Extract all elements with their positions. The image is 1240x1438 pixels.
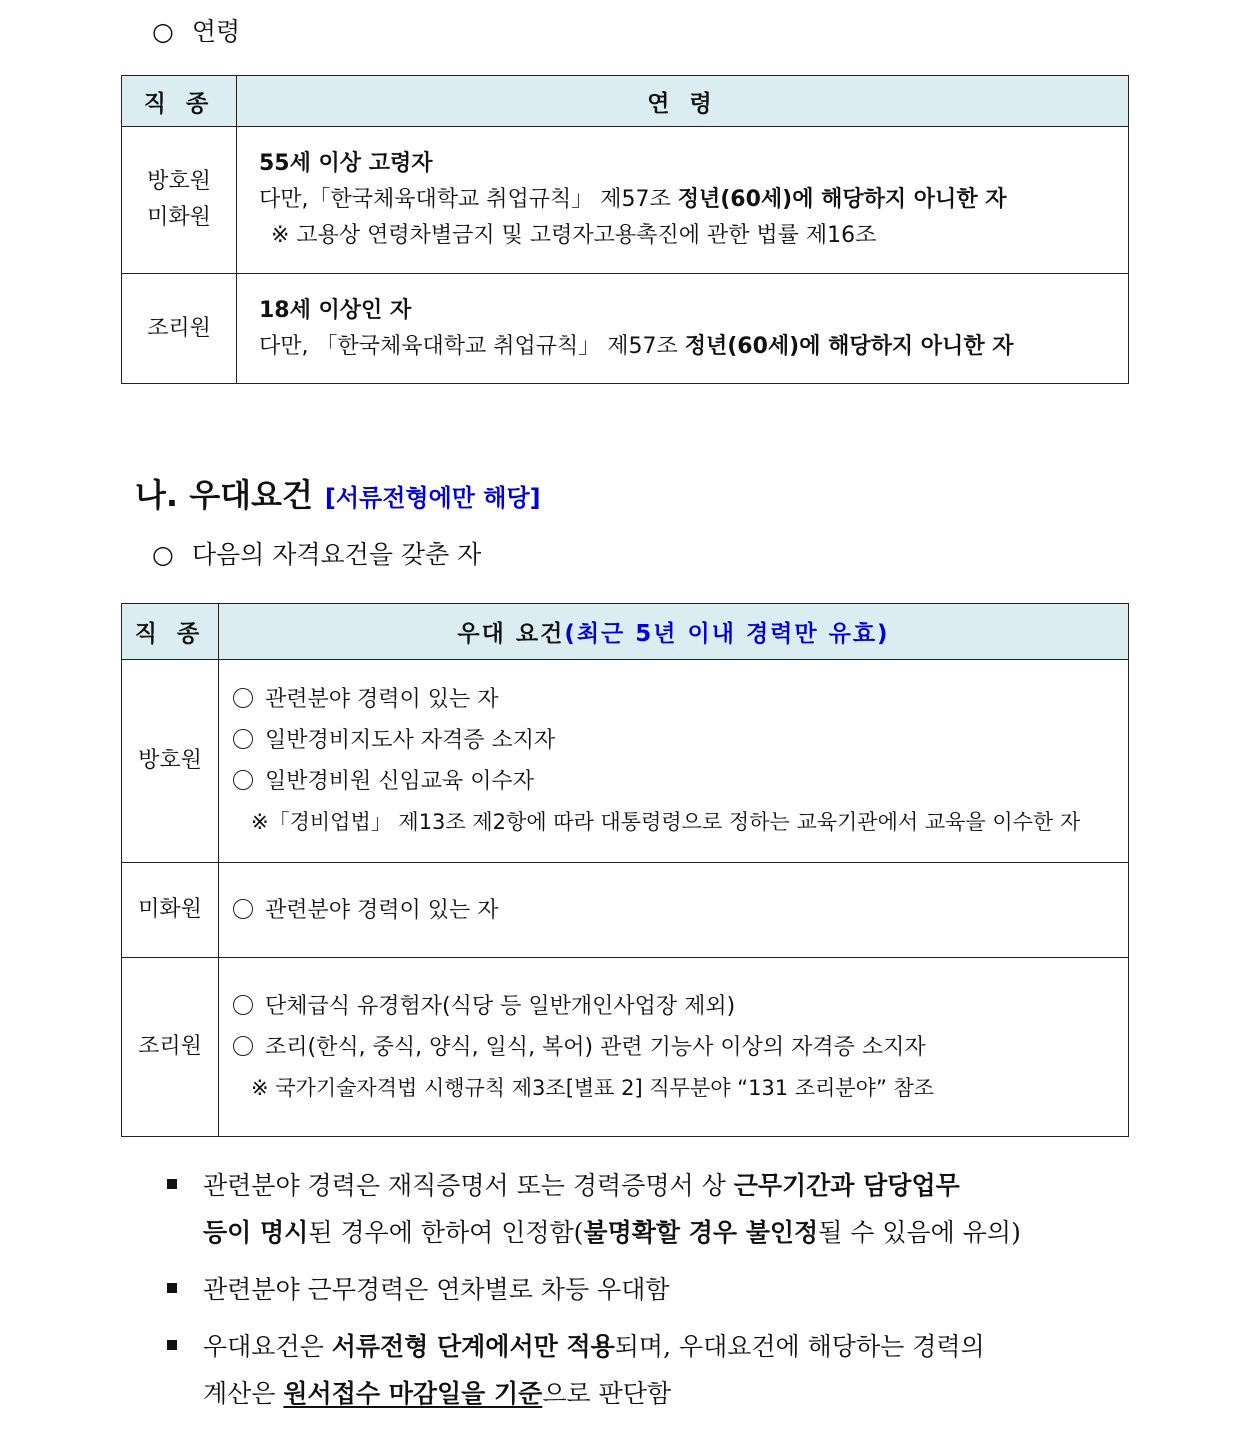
age-requirement: 55세 이상 고령자 [259, 151, 433, 176]
circle-bullet-icon [233, 995, 253, 1015]
item-text: 관련분야 경력이 있는 자 [265, 897, 499, 923]
age-limit-text: 다만,「한국체육대학교 취업규칙」 제57조 [259, 187, 678, 212]
note-bold: 서류전형 단계에서만 적용 [331, 1332, 615, 1361]
age-limit [259, 329, 1128, 365]
job-cell: 조리원 [122, 958, 219, 1137]
note-text: 된 경우에 한하여 인정함( [308, 1218, 584, 1247]
list-item [165, 1323, 1125, 1417]
age-limit-bold: 정년(60세)에 해당하지 아니한 자 [677, 187, 1007, 212]
table-row [122, 660, 1129, 863]
item-text: 조리(한식, 중식, 양식, 일식, 복어) 관련 기능사 이상의 자격증 소지자 [265, 1034, 926, 1060]
col-job: 직 종 [122, 604, 219, 660]
age-cell [237, 274, 1129, 384]
preferential-table-header [122, 604, 1129, 660]
note-text: 될 수 있음에 유의) [818, 1218, 1021, 1247]
col-requirement [219, 604, 1129, 660]
job-cell [122, 274, 237, 384]
age-table-header [122, 76, 1129, 127]
table-row [122, 274, 1129, 384]
note-text: 관련분야 경력은 재직증명서 또는 경력증명서 상 [203, 1171, 734, 1200]
square-bullet-icon [167, 1340, 177, 1350]
job-cell: 미화원 [122, 863, 219, 958]
note-text: 관련분야 근무경력은 연차별로 차등 우대함 [203, 1275, 670, 1304]
circle-bullet-icon [233, 1036, 253, 1056]
col-age: 연 령 [237, 76, 1129, 127]
note-text: 으로 판단함 [542, 1379, 672, 1408]
sub-bullet: ○ [152, 540, 174, 569]
list-item [165, 1162, 1125, 1256]
section-title-tag: [서류전형에만 해당] [324, 484, 541, 512]
list-item [233, 720, 1128, 761]
job-cell [122, 127, 237, 274]
circle-bullet-icon [233, 729, 253, 749]
age-table [121, 75, 1129, 384]
age-heading [152, 12, 240, 48]
circle-bullet-icon [233, 688, 253, 708]
job-label: 조리원 [147, 315, 211, 341]
preferential-table [121, 603, 1129, 1137]
item-text: 단체급식 유경험자(식당 등 일반개인사업장 제외) [265, 993, 736, 1019]
list-item [233, 890, 1128, 931]
job-label: 미화원 [147, 205, 211, 230]
note-bold: 불명확할 경우 불인정 [583, 1218, 819, 1247]
age-note: ※ 고용상 연령차별금지 및 고령자고용촉진에 관한 법률 제16조 [271, 223, 877, 248]
note-bold: 근무기간과 담당업무 [733, 1171, 960, 1200]
list-item [233, 761, 1128, 802]
col-requirement-label: 우대 요건 [457, 621, 565, 647]
age-cell [237, 127, 1129, 274]
section-title-text: 나. 우대요건 [135, 476, 313, 514]
circle-bullet-icon [233, 770, 253, 790]
job-cell: 방호원 [122, 660, 219, 863]
section-subheading-text: 다음의 자격요건을 갖춘 자 [191, 540, 482, 569]
square-bullet-icon [167, 1283, 177, 1293]
age-requirement: 18세 이상인 자 [259, 297, 412, 323]
requirement-cell [219, 660, 1129, 863]
circle-bullet-icon [233, 899, 253, 919]
col-job: 직 종 [122, 76, 237, 127]
square-bullet-icon [167, 1179, 177, 1189]
table-row [122, 958, 1129, 1137]
requirement-note: ※「경비업법」 제13조 제2항에 따라 대통령령으로 정하는 교육기관에서 교육을 이수한 자 [251, 810, 1081, 834]
note-underlined: 원서접수 마감일을 기준 [283, 1379, 543, 1408]
section-title [135, 470, 541, 516]
section-subheading [152, 535, 481, 571]
item-text: 관련분야 경력이 있는 자 [265, 687, 499, 712]
age-limit-text: 다만, 「한국체육대학교 취업규칙」 제57조 [259, 333, 685, 359]
list-item [165, 1266, 1125, 1313]
age-heading-text: 연령 [191, 17, 241, 46]
list-item [233, 679, 1128, 720]
notes-list [165, 1162, 1125, 1427]
job-label: 방호원 [147, 169, 211, 194]
note-text: 되며, 우대요건에 해당하는 경력의 [614, 1332, 985, 1361]
item-text: 일반경비지도사 자격증 소지자 [265, 728, 556, 753]
heading-bullet: ○ [152, 17, 174, 46]
col-requirement-note: (최근 5년 이내 경력만 유효) [564, 621, 890, 647]
item-text: 일반경비원 신임교육 이수자 [265, 769, 535, 794]
requirement-note: ※ 국가기술자격법 시행규칙 제3조[별표 2] 직무분야 “131 조리분야” 참조 [251, 1075, 935, 1100]
note-bold: 등이 명시 [203, 1218, 309, 1247]
note-text: 우대요건은 [203, 1332, 332, 1361]
table-row [122, 863, 1129, 958]
list-item [233, 1027, 1128, 1068]
requirement-cell [219, 958, 1129, 1137]
table-row [122, 127, 1129, 274]
age-limit [259, 182, 1128, 218]
list-item [233, 986, 1128, 1027]
note-text: 계산은 [203, 1379, 284, 1408]
requirement-cell [219, 863, 1129, 958]
age-limit-bold: 정년(60세)에 해당하지 아니한 자 [684, 333, 1014, 359]
